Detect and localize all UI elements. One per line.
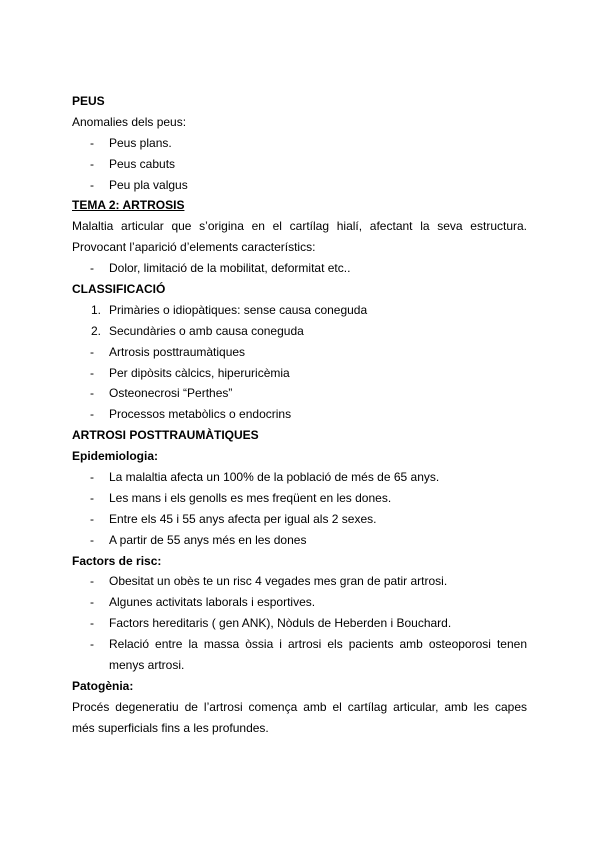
tema2-paragraph-line: Provocant l’aparició d’elements característics: <box>72 240 316 255</box>
section-heading-classificacio: CLASSIFICACIÓ <box>72 282 166 297</box>
subheading-epidemiologia: Epidemiologia: <box>72 449 159 464</box>
list-item: - Artrosis posttraumàtiques <box>72 342 527 363</box>
bullet-marker: - <box>90 470 94 485</box>
bullet-marker: - <box>90 532 94 547</box>
list-item: - Entre els 45 i 55 anys afecta per igual als 2 sexes. <box>72 509 527 530</box>
list-item: - Factors hereditaris ( gen ANK), Nòduls de Heberden i Bouchard. <box>72 613 527 634</box>
list-item: - Relació entre la massa òssia i artrosi els pacients amb osteoporosi tenen <box>72 634 527 655</box>
section-heading-tema2: TEMA 2: ARTROSIS <box>72 198 185 213</box>
peus-intro: Anomalies dels peus: <box>72 114 187 129</box>
list-item: - Obesitat un obès te un risc 4 vegades mes gran de patir artrosi. <box>72 571 527 592</box>
list-item: - Les mans i els genolls es mes freqüent en les dones. <box>72 488 527 509</box>
list-item: - Peus cabuts <box>72 154 527 175</box>
list-item: - Peu pla valgus <box>72 175 527 196</box>
number-marker: 1. <box>91 302 102 317</box>
list-item: - Dolor, limitació de la mobilitat, deformitat etc.. <box>72 258 527 279</box>
bullet-marker: - <box>90 511 94 526</box>
list-item: - Peus plans. <box>72 133 527 154</box>
bullet-marker: - <box>90 135 94 150</box>
numbered-item: 1. Primàries o idiopàtiques: sense causa coneguda <box>72 300 527 321</box>
subheading-factors-risc: Factors de risc: <box>72 553 162 568</box>
document-content <box>72 91 527 739</box>
number-marker: 2. <box>91 323 102 338</box>
bullet-marker: - <box>90 574 94 589</box>
list-item: - Osteonecrosi “Perthes” <box>72 383 527 404</box>
bullet-marker: - <box>90 261 94 276</box>
section-heading-peus: PEUS <box>72 94 105 108</box>
list-item: - A partir de 55 anys més en les dones <box>72 530 527 551</box>
patogenia-paragraph-line: Procés degeneratiu de l’artrosi comença amb el cartílag articular, amb les capes <box>72 699 527 714</box>
bullet-marker: - <box>90 407 94 422</box>
list-item: - Per dipòsits càlcics, hiperuricèmia <box>72 363 527 384</box>
subheading-patogenia: Patogènia: <box>72 678 134 693</box>
bullet-marker: - <box>90 156 94 171</box>
list-item: - La malaltia afecta un 100% de la població de més de 65 anys. <box>72 467 527 488</box>
tema2-paragraph-line: Malaltia articular que s’origina en el cartílag hialí, afectant la seva estructura. <box>72 219 527 234</box>
bullet-marker: - <box>90 637 94 652</box>
patogenia-paragraph-line: més superficials fins a les profundes. <box>72 720 269 735</box>
bullet-marker: - <box>90 616 94 631</box>
list-item: - Algunes activitats laborals i esportives. <box>72 592 527 613</box>
list-item-continuation: menys artrosi. <box>109 658 185 673</box>
bullet-marker: - <box>90 595 94 610</box>
bullet-marker: - <box>90 365 94 380</box>
section-heading-artrosi-post: ARTROSI POSTTRAUMÀTIQUES <box>72 428 259 443</box>
bullet-marker: - <box>90 344 94 359</box>
numbered-item: 2. Secundàries o amb causa coneguda <box>72 321 527 342</box>
list-item: - Processos metabòlics o endocrins <box>72 404 527 425</box>
bullet-marker: - <box>90 177 94 192</box>
bullet-marker: - <box>90 490 94 505</box>
bullet-marker: - <box>90 386 94 401</box>
